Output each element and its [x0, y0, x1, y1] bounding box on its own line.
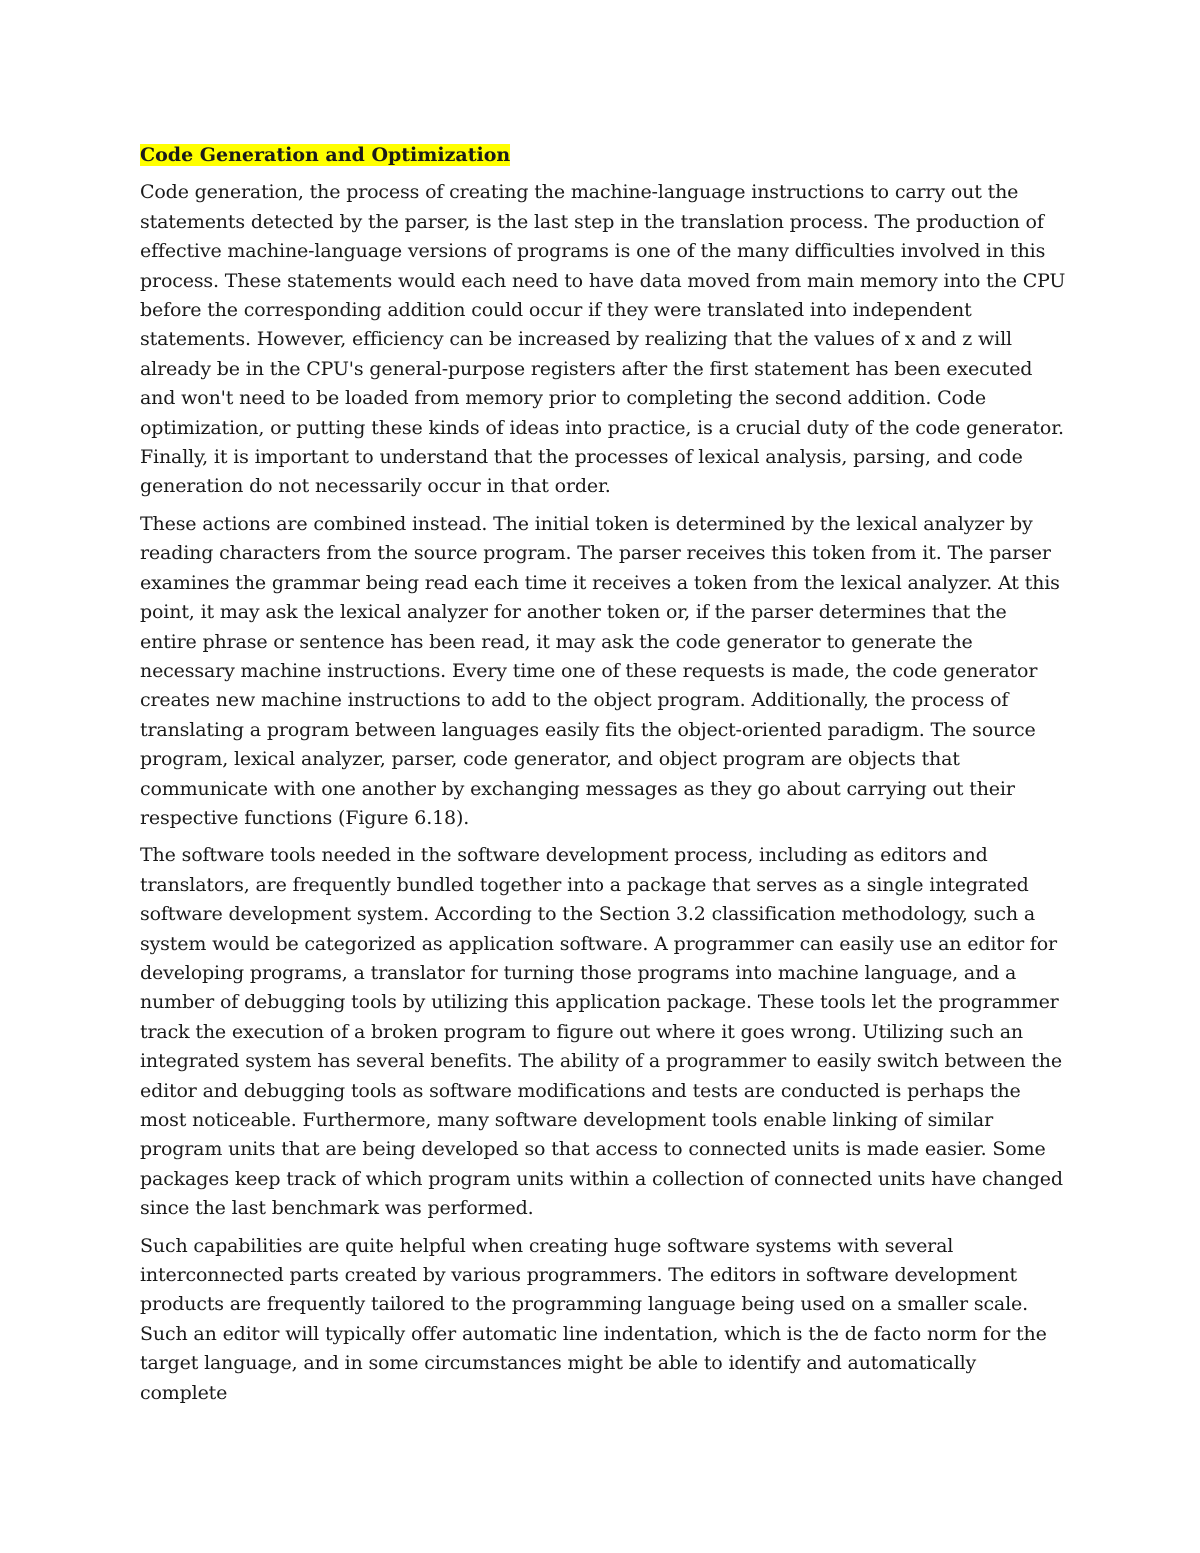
paragraph-capabilities: Such capabilities are quite helpful when creating huge software systems with several interconnected parts created by various programmers. The editors in software development products are frequently tailored to the programming language being used on a smaller scale. Such an editor will typically offer automatic line indentation, which is the de facto norm for the target language, and in some circumstances might be able to identify and automatically complete	[140, 1234, 1047, 1404]
paragraph-code-generation: Code generation, the process of creating the machine-language instructions to carry out the statements detected by the parser, is the last step in the translation process. The production of effective machine-language versions of programs is one of the many difficulties involved in this process. These statements would each need to have data moved from main memory into the CPU before the corresponding addition could occur if they were translated into independent statements. However, efficiency can be increased by realizing that the values of x and z will already be in the CPU's general-purpose registers after the first statement has been executed and won't need to be loaded from memory prior to completing the second addition. Code optimization, or putting these kinds of ideas into practice, is a crucial duty of the code generator. Finally, it is important to understand that the processes of lexical analysis, parsing, and code generation do not necessarily occur in that order.	[140, 181, 1066, 498]
highlighted-heading-text: Code Generation and Optimization	[140, 144, 511, 166]
document-page	[140, 141, 1066, 1416]
paragraph-software-tools: The software tools needed in the software development process, including as editors and translators, are frequently bundled together into a package that serves as a single integrated software development system. According to the Section 3.2 classification methodology, such a system would be categorized as application software. A programmer can easily use an editor for developing programs, a translator for turning those programs into machine language, and a number of debugging tools by utilizing this application package. These tools let the programmer track the execution of a broken program to figure out where it goes wrong. Utilizing such an integrated system has several benefits. The ability of a programmer to easily switch between the editor and debugging tools as software modifications and tests are conducted is perhaps the most noticeable. Furthermore, many software development tools enable linking of similar program units that are being developed so that access to connected units is made easier. Some packages keep track of which program units within a collection of connected units have changed since the last benchmark was performed.	[140, 844, 1063, 1220]
paragraph-combined-actions: These actions are combined instead. The initial token is determined by the lexical analyzer by reading characters from the source program. The parser receives this token from it. The parser examines the grammar being read each time it receives a token from the lexical analyzer. At this point, it may ask the lexical analyzer for another token or, if the parser determines that the entire phrase or sentence has been read, it may ask the code generator to generate the necessary machine instructions. Every time one of these requests is made, the code generator creates new machine instructions to add to the object program. Additionally, the process of translating a program between languages easily fits the object-oriented paradigm. The source program, lexical analyzer, parser, code generator, and object program are objects that communicate with one another by exchanging messages as they go about carrying out their respective functions (Figure 6.18).	[140, 512, 1060, 829]
section-heading	[140, 141, 1066, 170]
